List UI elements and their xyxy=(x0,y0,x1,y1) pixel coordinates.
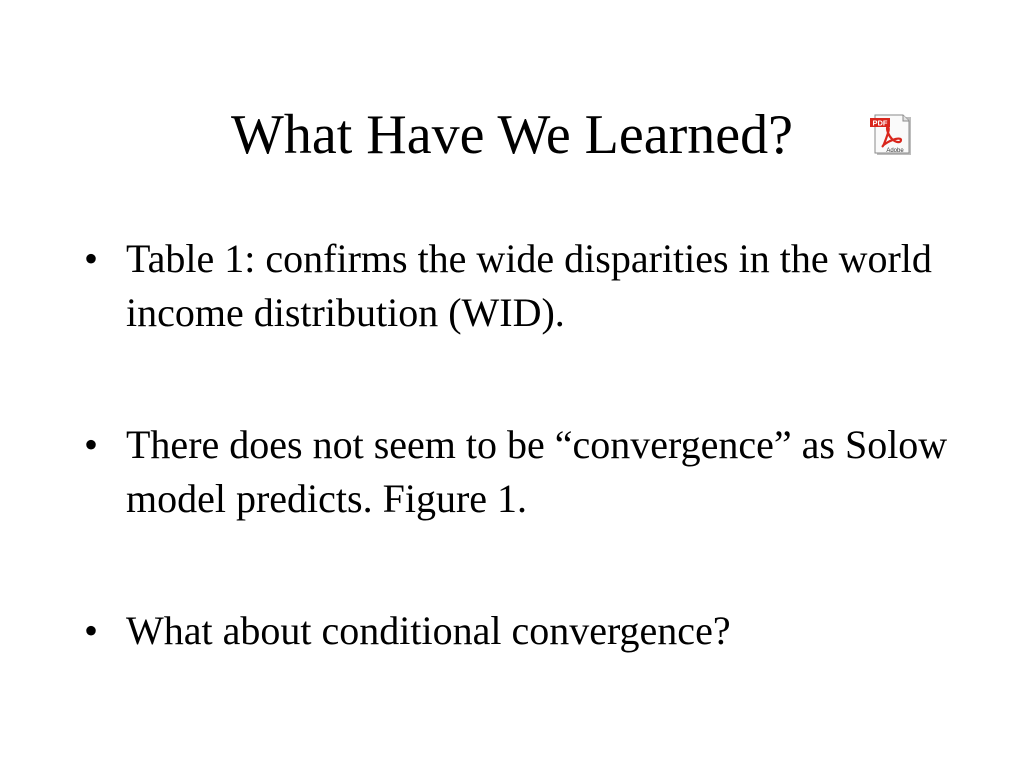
svg-text:Adobe: Adobe xyxy=(886,148,904,154)
slide-title: What Have We Learned? xyxy=(231,104,793,166)
bullet-text: Table 1: confirms the wide disparities in the world income distribution (WID). xyxy=(126,236,932,335)
bullet-text: What about conditional convergence? xyxy=(126,608,731,653)
bullet-item xyxy=(84,232,984,340)
bullet-dot: • xyxy=(84,608,99,653)
bullet-item xyxy=(84,604,984,658)
bullet-text: There does not seem to be “convergence” as Solow model predicts. Figure 1. xyxy=(126,422,948,521)
bullet-item xyxy=(84,418,984,526)
svg-text:PDF: PDF xyxy=(872,118,888,128)
bullet-dot: • xyxy=(84,422,99,467)
bullet-list xyxy=(84,232,984,658)
pdf-document-icon[interactable] xyxy=(868,112,914,156)
bullet-dot: • xyxy=(84,236,99,281)
